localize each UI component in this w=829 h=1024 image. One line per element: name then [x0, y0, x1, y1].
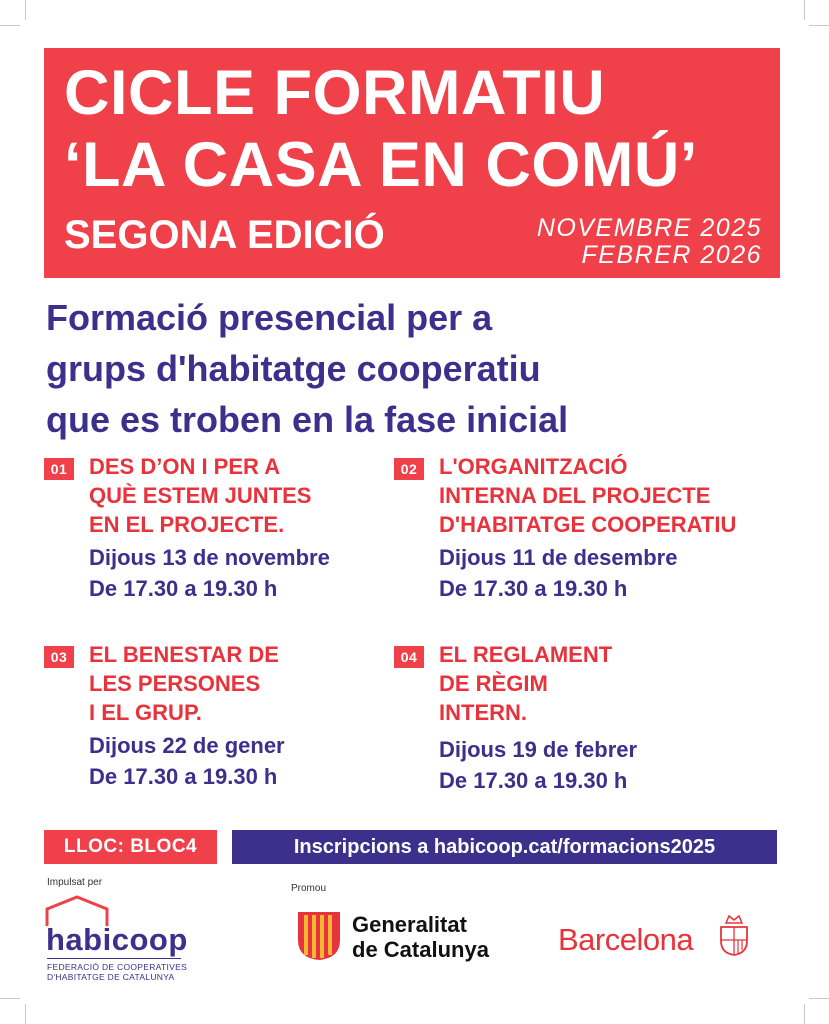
promou-label: Promou — [291, 883, 327, 894]
registration-link[interactable]: Inscripcions a habicoop.cat/formacions2025 — [232, 830, 777, 864]
session-number-badge: 02 — [394, 458, 424, 480]
subtitle: SEGONA EDICIÓ — [64, 213, 385, 257]
habicoop-desc-line: FEDERACIÓ DE COOPERATIVES — [47, 962, 188, 972]
title-line-1: CICLE FORMATIU — [64, 58, 606, 128]
generalitat-logo — [352, 912, 489, 962]
habicoop-divider — [47, 958, 181, 959]
impulsat-label: Impulsat per — [47, 877, 103, 888]
intro-line: Formació presencial per a — [46, 297, 493, 338]
crop-mark — [809, 998, 829, 999]
habicoop-desc-line: D'HABITATGE DE CATALUNYA — [47, 972, 175, 982]
crop-mark — [25, 1004, 26, 1024]
location-badge: LLOC: BLOC4 — [44, 830, 217, 864]
session-date: Dijous 19 de febrer — [439, 737, 638, 762]
session-number-badge: 01 — [44, 458, 74, 480]
session-date: Dijous 22 de gener — [89, 733, 285, 758]
intro-line: que es troben en la fase inicial — [46, 399, 569, 440]
intro-line: grups d'habitatge cooperatiu — [46, 348, 541, 389]
crop-mark — [0, 998, 20, 999]
crop-mark — [809, 25, 829, 26]
generalitat-line: de Catalunya — [352, 937, 489, 962]
date-range-start: NOVEMBRE 2025 — [536, 214, 762, 242]
habicoop-logo: habicoop — [46, 922, 188, 957]
session-date: Dijous 11 de desembre — [439, 545, 678, 570]
barcelona-crest-icon — [718, 913, 750, 957]
barcelona-logo: Barcelona — [558, 922, 694, 957]
session-title-line: D'HABITATGE COOPERATIU — [439, 512, 737, 537]
generalitat-shield-icon — [296, 910, 342, 962]
session-title-line: EL REGLAMENT — [439, 642, 613, 667]
date-range-end: FEBRER 2026 — [581, 241, 762, 269]
header-banner — [44, 48, 780, 278]
session-title-line: LES PERSONES — [89, 671, 261, 696]
crop-mark — [25, 0, 26, 20]
session-title-line: DES D’ON I PER A — [89, 454, 281, 479]
session-number-badge: 04 — [394, 646, 424, 668]
habicoop-description — [47, 962, 187, 982]
session-time: De 17.30 a 19.30 h — [439, 576, 628, 601]
session-title-line: INTERNA DEL PROJECTE — [439, 483, 711, 508]
intro-text — [46, 292, 806, 445]
session-title-line: EL BENESTAR DE — [89, 642, 279, 667]
session-title-line: DE RÈGIM — [439, 671, 548, 696]
crop-mark — [804, 0, 805, 20]
session-title-line: QUÈ ESTEM JUNTES — [89, 483, 312, 508]
session-title-line: EN EL PROJECTE. — [89, 512, 285, 537]
session-number-badge: 03 — [44, 646, 74, 668]
crop-mark — [804, 1004, 805, 1024]
session-date: Dijous 13 de novembre — [89, 545, 330, 570]
session-title-line: L'ORGANITZACIÓ — [439, 454, 628, 479]
title-line-2: ‘LA CASA EN COMÚ’ — [64, 130, 698, 200]
session-time: De 17.30 a 19.30 h — [89, 576, 278, 601]
session-title-line: I EL GRUP. — [89, 700, 202, 725]
crop-mark — [0, 25, 20, 26]
session-title-line: INTERN. — [439, 700, 527, 725]
generalitat-line: Generalitat — [352, 912, 467, 937]
session-time: De 17.30 a 19.30 h — [439, 768, 628, 793]
session-time: De 17.30 a 19.30 h — [89, 764, 278, 789]
